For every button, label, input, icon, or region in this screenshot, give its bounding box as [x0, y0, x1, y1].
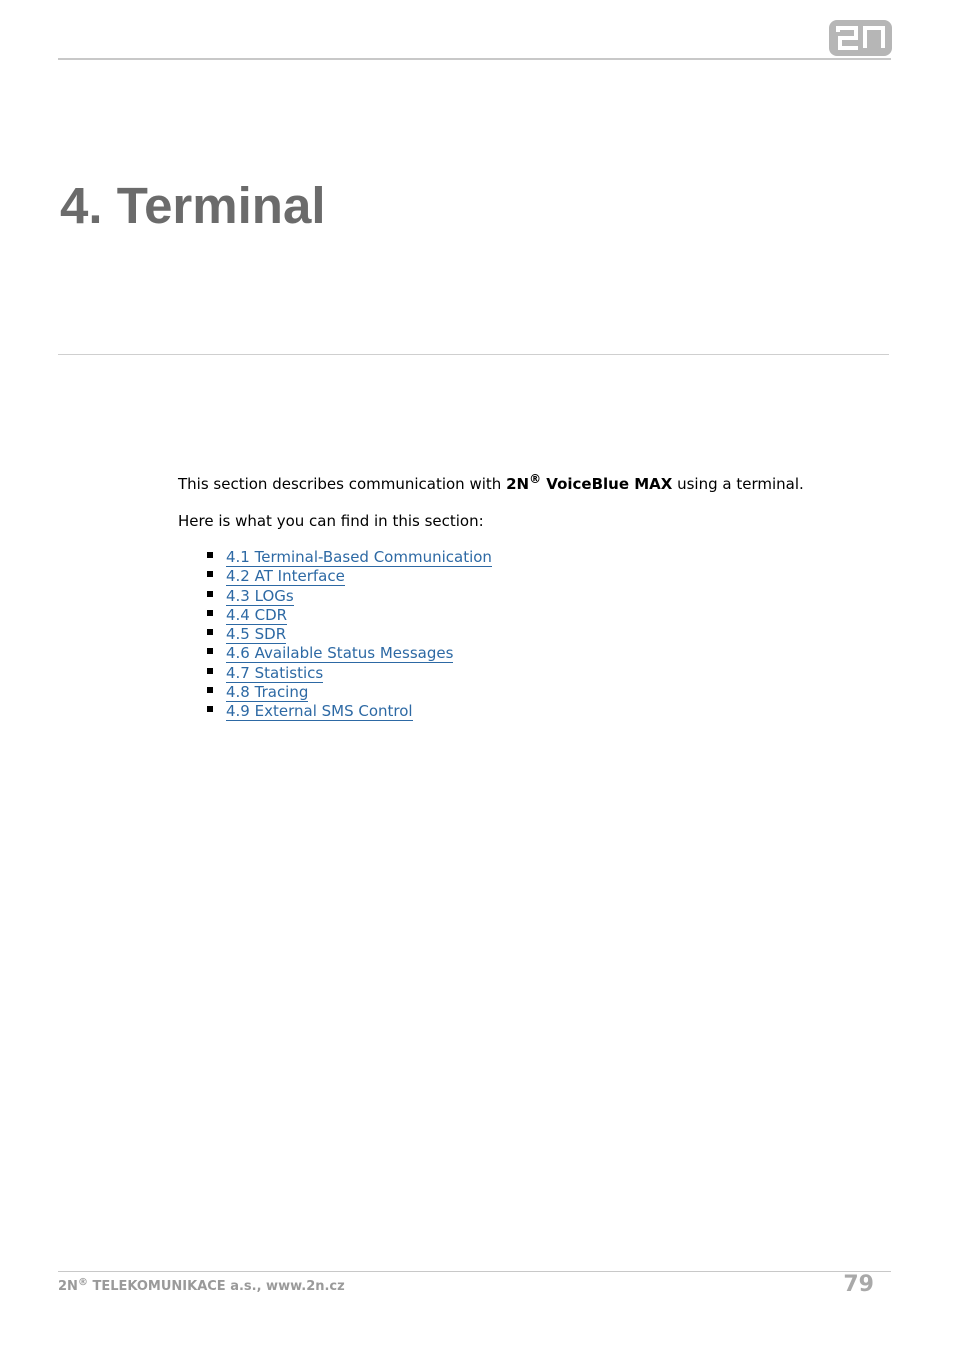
footer-company-rest: TELEKOMUNIKACE a.s., www.2n.cz [87, 1279, 345, 1294]
intro-paragraph [178, 474, 878, 494]
toc-item [178, 644, 878, 663]
brand-name [506, 472, 673, 493]
toc-link-external-sms-control[interactable]: 4.9 External SMS Control [226, 702, 413, 721]
toc-item [178, 548, 878, 567]
toc-item [178, 683, 878, 702]
footer-registered-mark: ® [77, 1277, 88, 1288]
footer-brand: 2N [58, 1279, 78, 1294]
product-name: VoiceBlue MAX [541, 475, 673, 493]
bullet-square-icon [207, 648, 213, 654]
bullet-square-icon [207, 552, 213, 558]
toc-link-terminal-based-communication[interactable]: 4.1 Terminal-Based Communication [226, 548, 492, 566]
intro-text-before: This section describes communication with [178, 475, 507, 493]
page-number: 79 [843, 1272, 874, 1297]
bullet-square-icon [207, 668, 213, 674]
toc-item [178, 702, 878, 721]
section-content [178, 474, 878, 722]
toc-item [178, 664, 878, 683]
company-logo [829, 20, 892, 56]
intro-text-after: using a terminal. [672, 475, 804, 493]
toc-link-statistics[interactable]: 4.7 Statistics [226, 663, 324, 682]
header-rule [58, 58, 891, 60]
lead-paragraph: Here is what you can find in this section: [178, 512, 484, 530]
brand-text: 2N [506, 475, 530, 493]
bullet-square-icon [207, 571, 213, 577]
bullet-square-icon [207, 687, 213, 693]
bullet-square-icon [207, 591, 213, 597]
toc-item [178, 606, 878, 625]
bullet-square-icon [207, 629, 213, 635]
toc-link-tracing[interactable]: 4.8 Tracing [226, 683, 309, 702]
section-toc [178, 548, 878, 722]
toc-link-sdr[interactable]: 4.5 SDR [226, 625, 287, 644]
registered-mark: ® [529, 472, 542, 486]
toc-item [178, 567, 878, 586]
bullet-square-icon [207, 706, 213, 712]
toc-link-logs[interactable]: 4.3 LOGs [226, 586, 294, 605]
footer-rule [58, 1271, 891, 1272]
toc-item [178, 625, 878, 644]
toc-item [178, 587, 878, 606]
toc-link-available-status-messages[interactable]: 4.6 Available Status Messages [226, 644, 454, 663]
2n-logo-icon [829, 20, 892, 56]
footer-company [58, 1279, 345, 1294]
chapter-title: 4. Terminal [60, 177, 326, 234]
toc-link-at-interface[interactable]: 4.2 AT Interface [226, 567, 345, 586]
section-divider [58, 354, 889, 355]
toc-link-cdr[interactable]: 4.4 CDR [226, 605, 288, 624]
bullet-square-icon [207, 610, 213, 616]
